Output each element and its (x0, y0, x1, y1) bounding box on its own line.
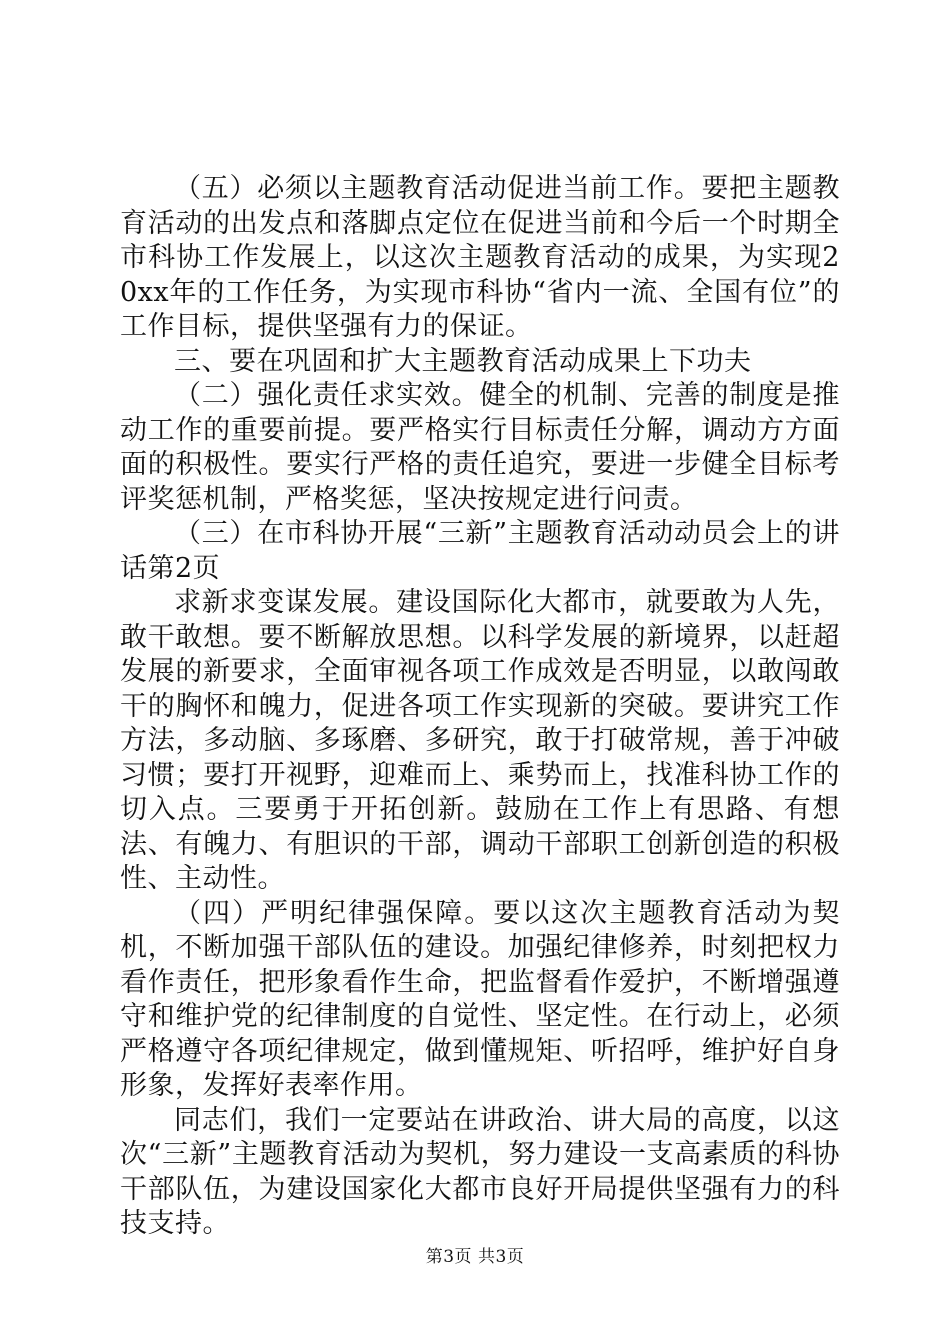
paragraph-section-four: （四）严明纪律强保障。要以这次主题教育活动为契机，不断加强干部队伍的建设。加强纪律修养，时刻把权力看作责任，把形象看作生命，把监督看作爱护，不断增强遵守和维护党的纪律制度的自觉性、坚定性。在行动上，必须严格遵守各项纪律规定，做到懂规矩、听招呼，维护好自身形象，发挥好表率作用。 (120, 897, 840, 1101)
paragraph-closing: 同志们，我们一定要站在讲政治、讲大局的高度，以这次“三新”主题教育活动为契机，努力建设一支高素质的科协干部队伍，为建设国家化大都市良好开局提供坚强有力的科技支持。 (120, 1104, 840, 1239)
paragraph-innovation: 求新求变谋发展。建设国际化大都市，就要敢为人先，敢干敢想。要不断解放思想。以科学发展的新境界，以赶超发展的新要求，全面审视各项工作成效是否明显，以敢闯敢干的胸怀和魄力，促进各项工作实现新的突破。要讲究工作方法，多动脑、多琢磨、多研究，敢于打破常规，善于冲破习惯；要打开视野，迎难而上、乘势而上，找准科协工作的切入点。三要勇于开拓创新。鼓励在工作上有思路、有想法、有魄力、有胆识的干部，调动干部职工创新创造的积极性、主动性。 (120, 587, 840, 894)
paragraph-section-five: （五）必须以主题教育活动促进当前工作。要把主题教育活动的出发点和落脚点定位在促进当前和今后一个时期全市科协工作发展上，以这次主题教育活动的成果，为实现20xx年的工作任务，为实现市科协“省内一流、全国有位”的工作目标，提供坚强有力的保证。 (120, 173, 840, 342)
section-three-heading: 三、要在巩固和扩大主题教育活动成果上下功夫 (174, 345, 752, 377)
paragraph-section-three-title: （三）在市科协开展“三新”主题教育活动动员会上的讲话第2页 (120, 518, 840, 584)
paragraph-section-two: （二）强化责任求实效。健全的机制、完善的制度是推动工作的重要前提。要严格实行目标责任分解，调动方方面面的积极性。要实行严格的责任追究，要进一步健全目标考评奖惩机制，严格奖惩，坚决按规定进行问责。 (120, 380, 840, 515)
page-footer: 第3页 共3页 (425, 1247, 525, 1267)
document-body (120, 172, 840, 1242)
